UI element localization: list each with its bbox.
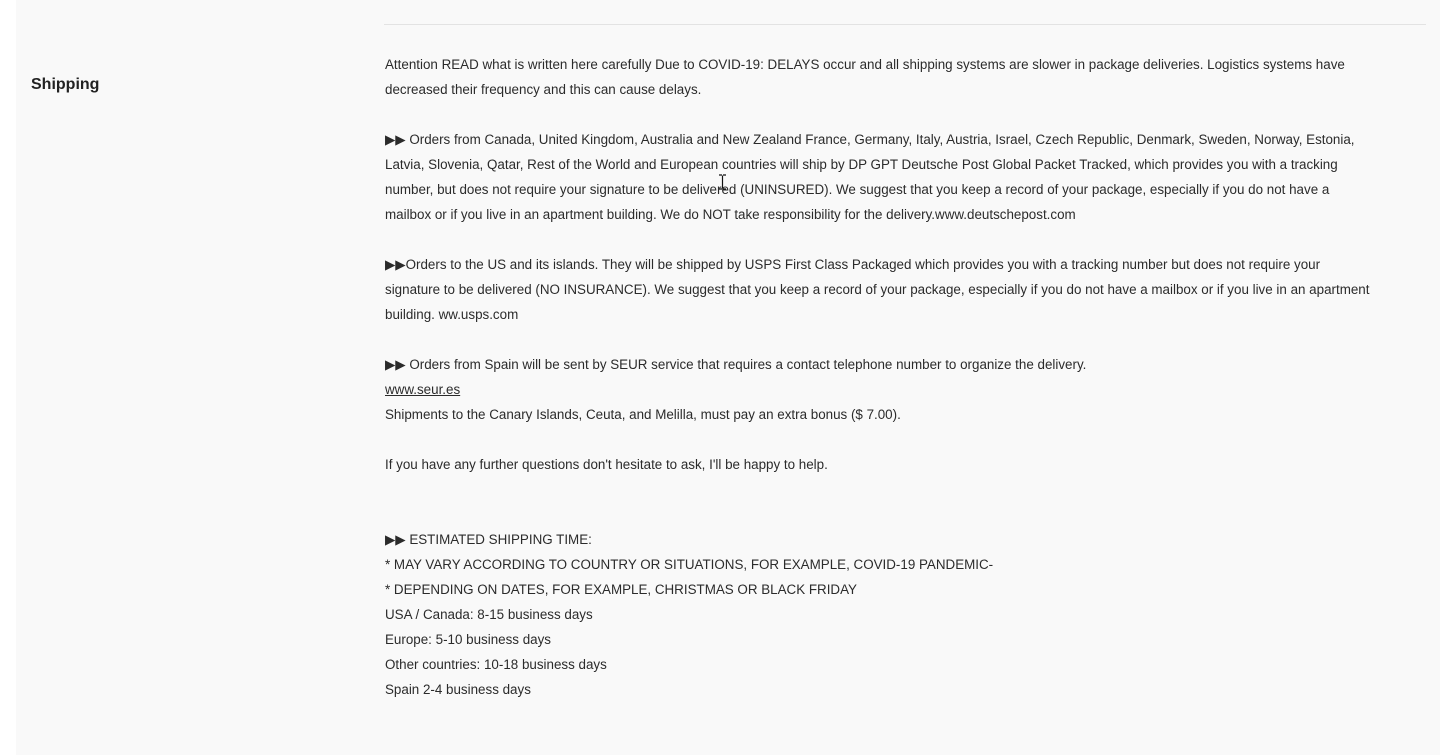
international-shipping-info: ▶▶ Orders from Canada, United Kingdom, Australia and New Zealand France, Germany, Italy, Austria, Israel, Czech Republic, Denmark, Sweden, Norway, Estonia, Latvia, Slovenia, Qatar, Rest of the World and European countries will ship by DP GPT Deutsche Post Global Packet Tracked, which provides you with a tracking number, but does not require your signature to be delivered (UNINSURED). We suggest that you keep a record of your package, especially if you do not have a mailbox or if you live in an apartment building. We do NOT take responsibility for the delivery.www.deutschepost.com: [385, 132, 1355, 222]
estimate-other-countries: Other countries: 10-18 business days: [385, 657, 607, 672]
shipping-policy-text: [385, 52, 1370, 702]
spain-shipping-intro: ▶▶ Orders from Spain will be sent by SEUR service that requires a contact telephone number to organize the delivery.: [385, 357, 1087, 372]
estimate-note-dates: * DEPENDING ON DATES, FOR EXAMPLE, CHRISTMAS OR BLACK FRIDAY: [385, 582, 857, 597]
blank-line: [385, 502, 1370, 527]
covid-notice: Attention READ what is written here carefully Due to COVID-19: DELAYS occur and all shipping systems are slower in package deliveries. Logistics systems have decreased their frequency and this can cause delays.: [385, 57, 1345, 97]
section-title: Shipping: [31, 76, 100, 93]
estimate-usa-canada: USA / Canada: 8-15 business days: [385, 607, 593, 622]
section-divider: [384, 24, 1426, 25]
estimate-spain: Spain 2-4 business days: [385, 682, 531, 697]
estimate-heading: ▶▶ ESTIMATED SHIPPING TIME:: [385, 532, 592, 547]
spain-shipping-info: [385, 352, 1370, 427]
canary-islands-note: Shipments to the Canary Islands, Ceuta, and Melilla, must pay an extra bonus ($ 7.00).: [385, 407, 901, 422]
estimated-shipping-times: [385, 527, 1370, 702]
seur-link[interactable]: www.seur.es: [385, 382, 461, 397]
us-shipping-info: ▶▶Orders to the US and its islands. They will be shipped by USPS First Class Packaged which provides you with a tracking number but does not require your signature to be delivered (NO INSURANCE). We suggest that you keep a record of your package, especially if you do not have a mailbox or if you live in an apartment building. ww.usps.com: [385, 257, 1370, 322]
questions-note: If you have any further questions don't hesitate to ask, I'll be happy to help.: [385, 457, 828, 472]
estimate-europe: Europe: 5-10 business days: [385, 632, 551, 647]
text-cursor-icon: [718, 174, 727, 190]
estimate-note-covid: * MAY VARY ACCORDING TO COUNTRY OR SITUATIONS, FOR EXAMPLE, COVID-19 PANDEMIC-: [385, 557, 994, 572]
